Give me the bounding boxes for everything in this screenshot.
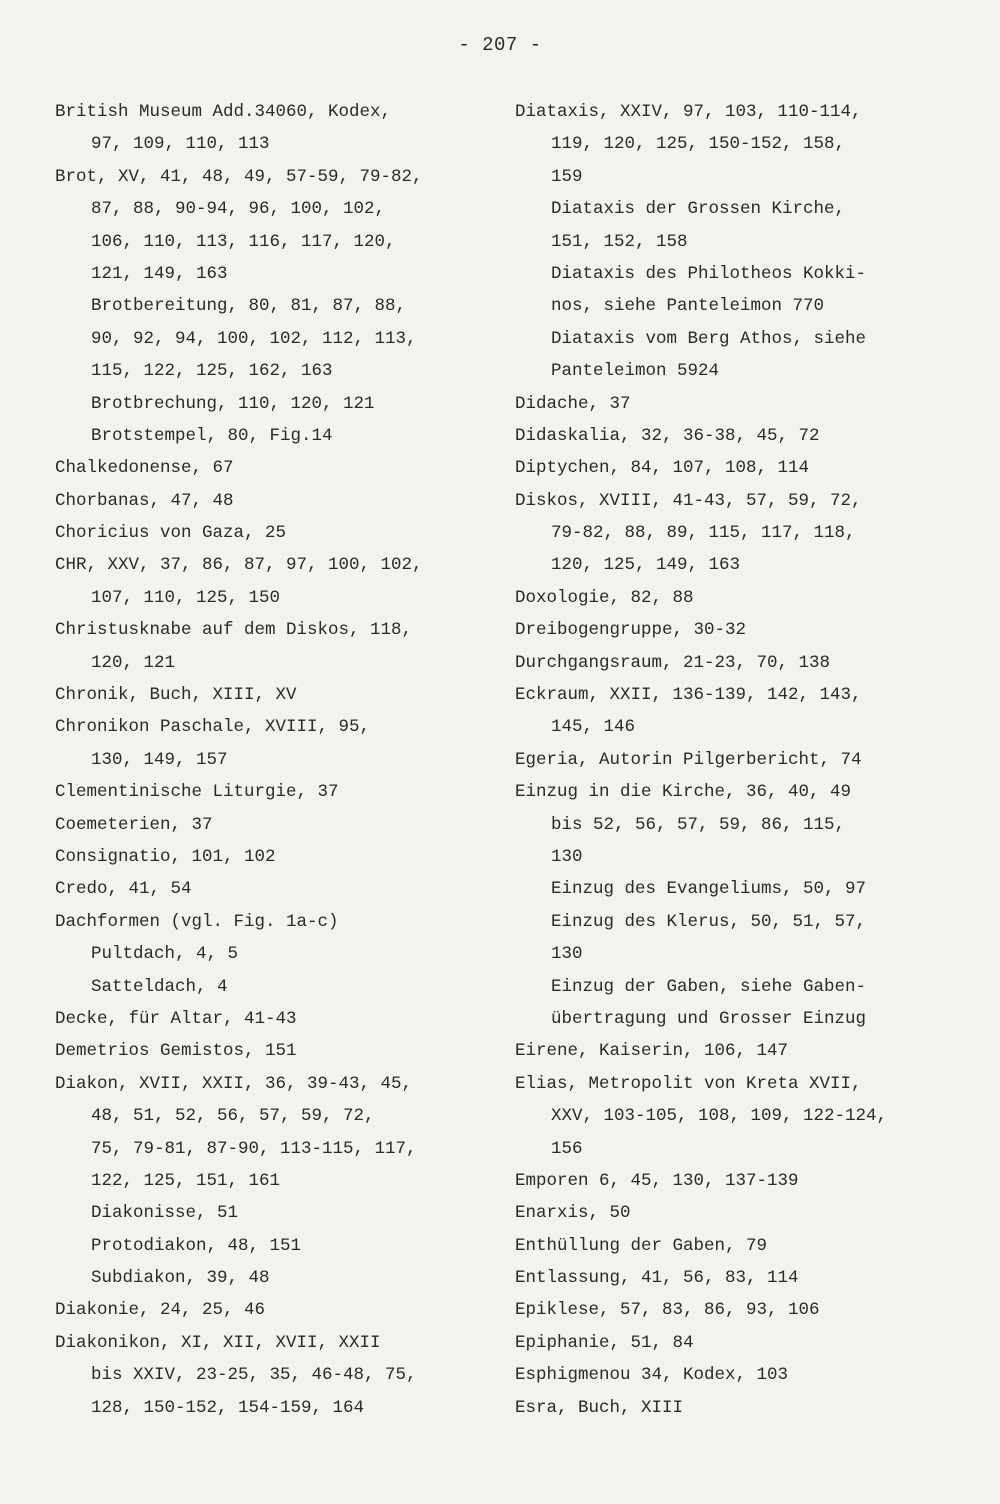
index-subentry-line: 145, 146 bbox=[551, 717, 636, 738]
index-entry-line: Consignatio, 101, 102 bbox=[55, 846, 276, 867]
index-subentry-line: 130, 149, 157 bbox=[91, 749, 228, 770]
index-subentry-line: Protodiakon, 48, 151 bbox=[91, 1235, 302, 1256]
index-subentry-line: bis XXIV, 23-25, 35, 46-48, 75, bbox=[91, 1365, 417, 1386]
index-entry-line: Esphigmenou 34, Kodex, 103 bbox=[515, 1365, 789, 1386]
index-subentry-line: Satteldach, 4 bbox=[91, 976, 228, 997]
index-subentry-line: 122, 125, 151, 161 bbox=[91, 1170, 281, 1191]
index-subentry-line: 156 bbox=[551, 1138, 583, 1159]
index-entry-line: Enthüllung der Gaben, 79 bbox=[515, 1235, 768, 1256]
index-subentry-line: Brotbrechung, 110, 120, 121 bbox=[91, 393, 375, 414]
index-entry-line: Didache, 37 bbox=[515, 393, 631, 414]
index-subentry-line: 151, 152, 158 bbox=[551, 231, 688, 252]
index-subentry-line: 130 bbox=[551, 944, 583, 965]
index-subentry-line: 48, 51, 52, 56, 57, 59, 72, bbox=[91, 1106, 375, 1127]
index-subentry-line: XXV, 103-105, 108, 109, 122-124, bbox=[551, 1106, 888, 1127]
index-entry-line: Egeria, Autorin Pilgerbericht, 74 bbox=[515, 749, 862, 770]
index-entry-line: Coemeterien, 37 bbox=[55, 814, 213, 835]
index-entry-line: Epiphanie, 51, 84 bbox=[515, 1332, 694, 1353]
index-subentry-line: 121, 149, 163 bbox=[91, 263, 228, 284]
index-subentry-line: Pultdach, 4, 5 bbox=[91, 944, 239, 965]
index-entry-line: Enarxis, 50 bbox=[515, 1203, 631, 1224]
index-entry-line: Chronik, Buch, XIII, XV bbox=[55, 685, 297, 706]
index-entry-line: Diskos, XVIII, 41-43, 57, 59, 72, bbox=[515, 490, 862, 511]
index-entry-line: CHR, XXV, 37, 86, 87, 97, 100, 102, bbox=[55, 555, 423, 576]
index-entry-line: Chalkedonense, 67 bbox=[55, 458, 234, 479]
index-subentry-line: 90, 92, 94, 100, 102, 112, 113, bbox=[91, 328, 417, 349]
index-entry-line: Durchgangsraum, 21-23, 70, 138 bbox=[515, 652, 831, 673]
index-subentry-line: Diataxis des Philotheos Kokki- bbox=[551, 263, 867, 284]
index-entry-line: Didaskalia, 32, 36-38, 45, 72 bbox=[515, 425, 820, 446]
index-entry-line: Epiklese, 57, 83, 86, 93, 106 bbox=[515, 1300, 820, 1321]
index-subentry-line: 79-82, 88, 89, 115, 117, 118, bbox=[551, 523, 856, 544]
index-subentry-line: Diataxis vom Berg Athos, siehe bbox=[551, 328, 867, 349]
index-subentry-line: Subdiakon, 39, 48 bbox=[91, 1268, 270, 1289]
index-entry-line: Brot, XV, 41, 48, 49, 57-59, 79-82, bbox=[55, 166, 423, 187]
index-subentry-line: 106, 110, 113, 116, 117, 120, bbox=[91, 231, 396, 252]
index-subentry-line: Einzug des Evangeliums, 50, 97 bbox=[551, 879, 867, 900]
index-subentry-line: nos, siehe Panteleimon 770 bbox=[551, 296, 825, 317]
index-column-left bbox=[55, 96, 495, 1424]
index-entry-line: Diptychen, 84, 107, 108, 114 bbox=[515, 458, 810, 479]
index-entry-line: Clementinische Liturgie, 37 bbox=[55, 782, 339, 803]
index-entry-line: Einzug in die Kirche, 36, 40, 49 bbox=[515, 782, 852, 803]
index-entry-line: Emporen 6, 45, 130, 137-139 bbox=[515, 1170, 799, 1191]
index-subentry-line: Panteleimon 5924 bbox=[551, 361, 720, 382]
index-entry-line: Doxologie, 82, 88 bbox=[515, 587, 694, 608]
index-subentry-line: übertragung und Grosser Einzug bbox=[551, 1008, 867, 1029]
index-entry-line: Diataxis, XXIV, 97, 103, 110-114, bbox=[515, 102, 862, 122]
index-entry-line: Choricius von Gaza, 25 bbox=[55, 523, 287, 544]
index-entry-line: Chorbanas, 47, 48 bbox=[55, 490, 234, 511]
index-subentry-line: 130 bbox=[551, 846, 583, 867]
index-column-right bbox=[515, 96, 955, 1424]
index-entry-line: Chronikon Paschale, XVIII, 95, bbox=[55, 717, 371, 738]
index-entry-line: Christusknabe auf dem Diskos, 118, bbox=[55, 620, 413, 641]
index-subentry-line: 159 bbox=[551, 166, 583, 187]
index-entry-line: Demetrios Gemistos, 151 bbox=[55, 1041, 297, 1062]
index-subentry-line: bis 52, 56, 57, 59, 86, 115, bbox=[551, 814, 846, 835]
index-subentry-line: Einzug des Klerus, 50, 51, 57, bbox=[551, 911, 867, 932]
index-subentry-line: Diakonisse, 51 bbox=[91, 1203, 239, 1224]
index-entry-line: Diakonikon, XI, XII, XVII, XXII bbox=[55, 1332, 381, 1353]
index-subentry-line: Einzug der Gaben, siehe Gaben- bbox=[551, 976, 867, 997]
page-number: - 207 - bbox=[458, 34, 542, 56]
index-subentry-line: Brotstempel, 80, Fig.14 bbox=[91, 425, 333, 446]
index-entry-line: Elias, Metropolit von Kreta XVII, bbox=[515, 1073, 862, 1094]
index-entry-line: Diakon, XVII, XXII, 36, 39-43, 45, bbox=[55, 1073, 413, 1094]
index-entry-line: Dachformen (vgl. Fig. 1a-c) bbox=[55, 911, 339, 932]
index-entry-line: Eirene, Kaiserin, 106, 147 bbox=[515, 1041, 789, 1062]
index-subentry-line: 115, 122, 125, 162, 163 bbox=[91, 361, 333, 382]
index-entry-line: Dreibogengruppe, 30-32 bbox=[515, 620, 747, 641]
index-subentry-line: Brotbereitung, 80, 81, 87, 88, bbox=[91, 296, 407, 317]
index-subentry-line: 87, 88, 90-94, 96, 100, 102, bbox=[91, 199, 386, 220]
index-subentry-line: 75, 79-81, 87-90, 113-115, 117, bbox=[91, 1138, 417, 1159]
index-entry-line: Credo, 41, 54 bbox=[55, 879, 192, 900]
index-subentry-line: 97, 109, 110, 113 bbox=[91, 134, 270, 155]
index-subentry-line: 120, 125, 149, 163 bbox=[551, 555, 741, 576]
index-entry-line: Eckraum, XXII, 136-139, 142, 143, bbox=[515, 685, 862, 706]
index-subentry-line: 128, 150-152, 154-159, 164 bbox=[91, 1397, 365, 1418]
index-entry-line: British Museum Add.34060, Kodex, bbox=[55, 102, 392, 122]
index-entry-line: Entlassung, 41, 56, 83, 114 bbox=[515, 1268, 799, 1289]
index-entry-line: Esra, Buch, XIII bbox=[515, 1397, 684, 1418]
index-entry-line: Decke, für Altar, 41-43 bbox=[55, 1008, 297, 1029]
index-entry-line: Diakonie, 24, 25, 46 bbox=[55, 1300, 266, 1321]
index-subentry-line: 120, 121 bbox=[91, 652, 176, 673]
index-subentry-line: Diataxis der Grossen Kirche, bbox=[551, 199, 846, 220]
index-subentry-line: 119, 120, 125, 150-152, 158, bbox=[551, 134, 846, 155]
index-subentry-line: 107, 110, 125, 150 bbox=[91, 587, 281, 608]
